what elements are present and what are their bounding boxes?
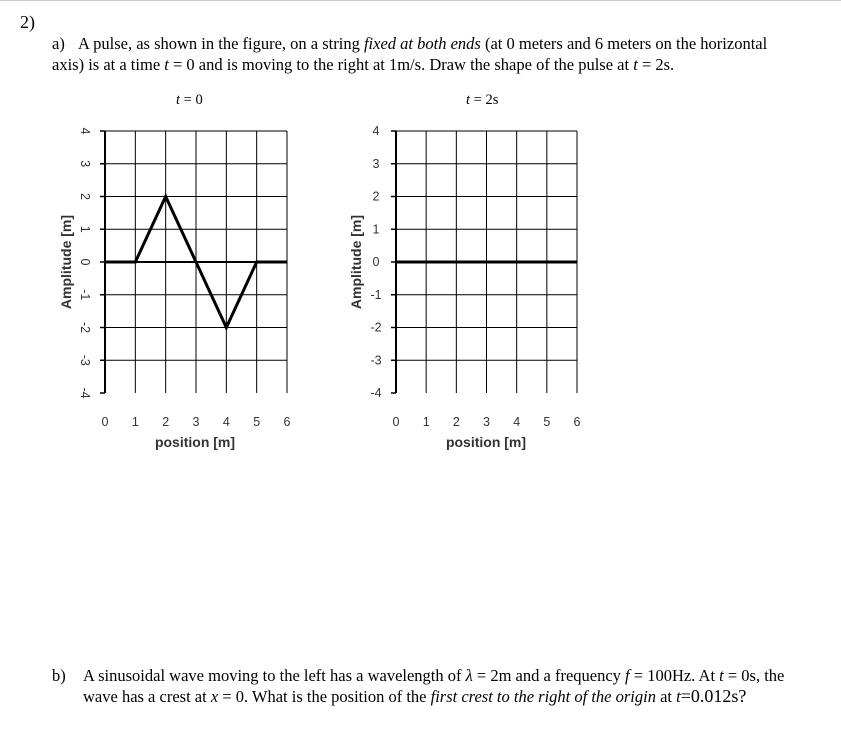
chart1-x-tick-label: 0 (101, 415, 109, 429)
part-b-line2-pre: wave has a crest at (83, 687, 211, 706)
chart1-x-tick-label: 3 (192, 415, 200, 429)
part-b-label: b) (52, 666, 66, 685)
part-a-t2-var: t (633, 55, 638, 74)
part-a-line2-pre: axis) is at a time (52, 55, 165, 74)
chart2-x-axis-label: position [m] (445, 434, 527, 450)
part-b-line1-pre: A sinusoidal wave moving to the left has a wavelength of (83, 666, 466, 685)
chart1-y-tick-label: -1 (78, 289, 92, 301)
part-b-line2-mid: = 0. What is the position of the (218, 687, 431, 706)
chart2-y-tick-label: 3 (372, 156, 380, 171)
chart2-y-tick-label: 2 (372, 189, 380, 204)
part-b-line1-post: = 0s, the (723, 666, 785, 685)
chart1-y-tick-label: 1 (78, 225, 92, 233)
chart1-x-axis-label: position [m] (154, 434, 236, 450)
chart1-title-rest: = 0 (180, 92, 203, 108)
chart2-y-tick-label: -4 (370, 386, 382, 400)
chart1-x-tick-label: 1 (131, 415, 139, 429)
chart2-x-tick-label: 0 (392, 415, 400, 429)
chart2-y-tick-label: -1 (370, 287, 382, 302)
part-b-line2-at: at (655, 687, 677, 706)
chart1-x-tick-label: 2 (162, 415, 170, 429)
chart1-x-tick-label: 6 (283, 415, 291, 429)
chart1-y-tick-label: 2 (78, 193, 92, 200)
chart2-y-axis-label: Amplitude [m] (348, 214, 364, 310)
chart2-y-tick-label: 1 (372, 222, 380, 237)
part-a-line1-post: (at 0 meters and 6 meters on the horizontal (480, 34, 768, 53)
chart2-x-tick-label: 3 (483, 415, 490, 429)
chart2-x-tick-label: 5 (543, 415, 551, 429)
chart1-y-axis-label: Amplitude [m] (58, 214, 74, 310)
part-a-line1-pre: A pulse, as shown in the figure, on a string (78, 34, 364, 53)
part-b-t-var2: t (676, 687, 681, 706)
chart1-y-tick-label: 4 (78, 127, 92, 135)
part-b-line1-mid1: = 2m and a frequency (472, 666, 626, 685)
part-b-line2-em: first crest to the right of the origin (430, 687, 656, 706)
part-a-t0-var: t (164, 55, 169, 74)
chart2-x-tick-label: 6 (573, 415, 581, 429)
chart2-x-tick-label: 2 (452, 415, 460, 429)
part-b-x-var: x (210, 687, 219, 706)
part-b-line2-end: =0.012s? (680, 686, 747, 706)
chart1-y-tick-label: -2 (78, 321, 92, 334)
chart1-y-tick-label: -4 (78, 387, 92, 399)
chart2-x-tick-label: 1 (422, 415, 430, 429)
chart2-y-tick-label: 0 (372, 255, 380, 269)
chart2-y-tick-label: -2 (370, 320, 382, 335)
chart1-x-tick-label: 5 (253, 415, 261, 429)
part-a-line1-em: fixed at both ends (363, 34, 481, 53)
chart1-y-tick-label: 0 (78, 258, 92, 266)
part-a-label: a) (52, 34, 65, 53)
chart1-x-tick-label: 4 (222, 415, 230, 429)
chart2-title-var: t (466, 92, 471, 108)
part-a-line2-post: = 2s. (637, 55, 675, 74)
chart1-title-var: t (176, 92, 181, 108)
part-b-f-var: f (625, 666, 630, 685)
part-b-lambda: λ (465, 666, 473, 685)
chart1-y-tick-label: -3 (78, 354, 92, 366)
chart2-x-tick-label: 4 (513, 415, 521, 429)
part-a-line2-mid: = 0 and is moving to the right at 1m/s. Draw the shape of the pulse at (168, 55, 634, 74)
chart2-title-rest: = 2s (470, 92, 499, 108)
chart2-y-tick-label: 4 (372, 124, 380, 138)
part-b-t-var: t (719, 666, 724, 685)
chart1-y-tick-label: 3 (78, 160, 92, 168)
part-b-text (52, 665, 832, 707)
chart2-y-tick-label: -3 (370, 353, 382, 368)
part-b-line1-mid2: = 100Hz. At (629, 666, 720, 685)
question-number: 2) (20, 12, 35, 32)
